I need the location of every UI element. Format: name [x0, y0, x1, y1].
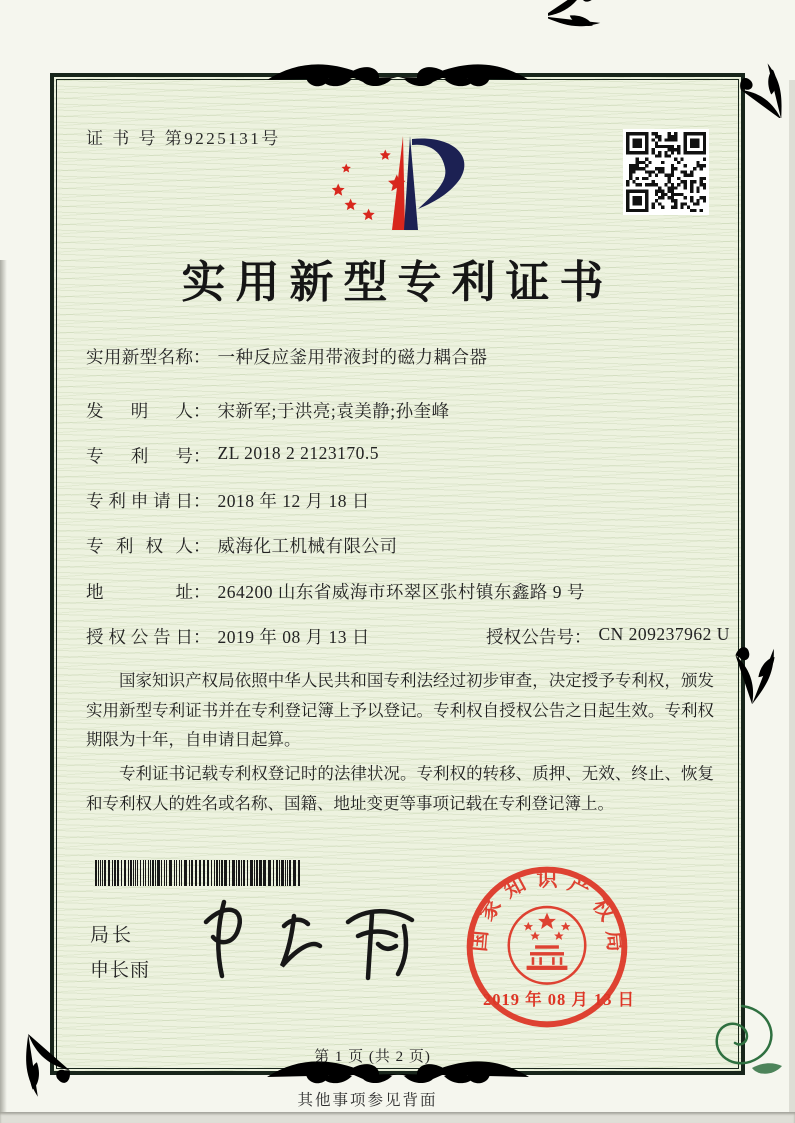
field-label: 发明人: [86, 401, 193, 421]
director-title: 局长: [90, 925, 135, 946]
director-signature: [190, 886, 430, 990]
barcode: [94, 860, 302, 886]
field-patentee: [86, 533, 716, 558]
field-label: 专利申请日: [86, 491, 193, 511]
certificate-title: 实用新型专利证书: [181, 258, 614, 307]
seal-ring-text: 国家知识产权局: [466, 866, 628, 953]
top-flourish-right: [397, 50, 533, 108]
qr-code: [623, 129, 709, 215]
scan-edge-left: [0, 260, 7, 1123]
svg-text:国家知识产权局: [466, 867, 628, 953]
field-value: 威海化工机械有限公司: [217, 536, 398, 556]
field-label: 授权公告号: [486, 627, 574, 647]
field-label: 地址: [86, 582, 193, 602]
legal-paragraph-2: 专利证书记载专利权登记时的法律状况。专利权的转移、质押、无效、终止、恢复和专利权人的姓名或名称、国籍、地址变更等事项记载在专利登记簿上。: [86, 764, 714, 813]
colon: ：: [193, 401, 211, 421]
scan-edge-right: [789, 80, 795, 1123]
field-value: 2018 年 12 月 18 日: [217, 491, 370, 511]
field-address: [86, 579, 716, 604]
director-name: 申长雨: [90, 960, 151, 981]
certificate-number: 证 书 号 第9225131号: [86, 129, 281, 148]
scan-edge-bottom: [0, 1112, 795, 1123]
colon: ：: [193, 446, 211, 466]
field-grant-date: [86, 624, 730, 649]
top-flourish-left: [263, 50, 399, 108]
colon: ：: [574, 627, 592, 647]
seal-date: 2019 年 08 月 13 日: [482, 990, 636, 1009]
top-edge-sprig: [548, 0, 608, 42]
field-label: 专利权人: [86, 536, 193, 556]
field-label: 授权公告日: [86, 627, 193, 647]
field-value: 264200 山东省威海市环翠区张村镇东鑫路 9 号: [217, 582, 585, 602]
field-value: 宋新军;于洪亮;袁美静;孙奎峰: [217, 401, 450, 421]
field-label: 专利号: [86, 446, 193, 466]
colon: ：: [193, 582, 211, 602]
colon: ：: [193, 627, 211, 647]
field-utility-model-name: [86, 344, 716, 369]
right-edge-sprig: [726, 632, 788, 704]
page-number: 第 1 页 (共 2 页): [314, 1049, 431, 1065]
field-value: CN 209237962 U: [598, 624, 730, 644]
field-value: 2019 年 08 月 13 日: [217, 627, 370, 647]
colon: ：: [193, 347, 211, 367]
legal-paragraph-1: 国家知识产权局依照中华人民共和国专利法经过初步审查，决定授予专利权，颁发实用新型专利证书并在专利登记簿上予以登记。专利权自授权公告之日起生效。专利权期限为十年，自申请日起算。: [86, 671, 714, 750]
field-filing-date: [86, 488, 716, 513]
field-patent-number: [86, 443, 716, 468]
cnipa-patent-logo-icon: [332, 133, 482, 236]
field-label: 实用新型名称: [86, 347, 193, 367]
colon: ：: [193, 491, 211, 511]
top-right-sprig: [735, 58, 795, 118]
national-emblem: [509, 907, 586, 984]
legal-text: [86, 666, 714, 822]
field-grant-number: [486, 624, 730, 649]
footer-note: 其他事项参见背面: [297, 1092, 438, 1109]
colon: ：: [193, 536, 211, 556]
field-value: ZL 2018 2 2123170.5: [217, 443, 379, 463]
field-value: 一种反应釜用带液封的磁力耦合器: [217, 347, 488, 367]
field-inventors: [86, 398, 716, 423]
